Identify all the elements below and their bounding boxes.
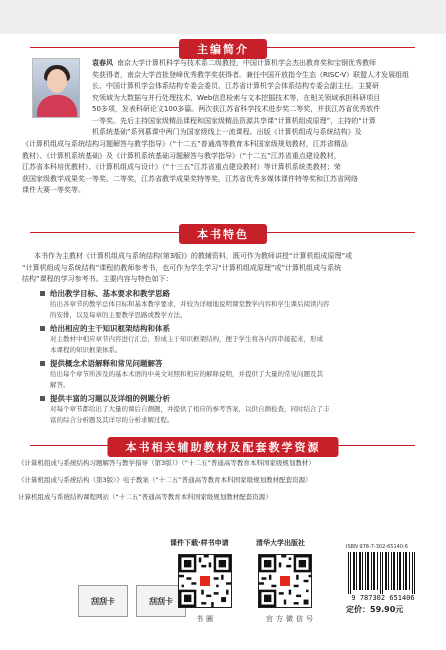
publisher-label: 清华大学出版社 xyxy=(256,539,305,547)
scratch-card-2[interactable]: 刮刮卡 xyxy=(136,585,186,617)
barcode-digits: 9 787302 651406 xyxy=(351,594,415,602)
resource-item: 《计算机组成与系统结构（第3版）》电子教案（“十二五”普通高等教育本科国家级规划教材配套资源） xyxy=(18,476,312,484)
author-photo xyxy=(32,58,80,118)
barcode-icon xyxy=(346,552,420,602)
author-bio-top xyxy=(92,58,422,139)
author-bio-line: 课件大赛一等奖等。 xyxy=(22,186,85,194)
author-bio-line: 机系统基础”系列慕课中两门为国家级线上一流课程。出版《计算机组成与系统结构》及 xyxy=(92,128,362,136)
price-label: 定价：59.90元 xyxy=(346,605,404,614)
bullet-square-icon xyxy=(40,361,45,366)
author-bio-bottom xyxy=(22,139,422,197)
author-bio-line: 教材）、《计算机系统基础》及《计算机系统基础习题解答与教学指导》（“十二五”江苏省重点建设教材， xyxy=(22,151,341,160)
features-banner: 本书特色 xyxy=(179,224,267,244)
book-qr-label: 课件下载·样书申请 xyxy=(170,539,229,547)
author-bio-line: 50多项，发表科研论文100多篇。两次获江苏省科学技术进步奖二等奖，并获江苏省优秀软件 xyxy=(92,105,381,113)
author-bio-line: 袁春风 南京大学计算机科学与技术系二级教授，中国计算机学会杰出教育奖和宝钢优秀教师 xyxy=(92,59,376,67)
author-name: 袁春风 xyxy=(92,59,113,67)
feature-title: 提供概念术语解释和常见问题解答 xyxy=(50,359,163,368)
bullet-square-icon xyxy=(40,291,45,296)
features-intro-line: “计算机组成与系统结构”课程的教师参考书，也可作为学生学习“计算机组成原理”或“计算机组成与系统 xyxy=(22,263,342,272)
feature-item xyxy=(40,323,400,355)
feature-body-line: 对主教材中相应章节内容进行汇总，形成主干知识框架结构，便于学生将各内容串接起来，形成 xyxy=(50,335,323,343)
feature-title: 给出教学目标、基本要求和教学思路 xyxy=(50,289,170,298)
feature-body-line: 给出每个章节所涉及的基本术语的中英文对照和相应的解释说明，并提供了大量的常见问题及其 xyxy=(50,370,323,378)
feature-body-line: 富的综合分析题及其详尽的分析求解过程。 xyxy=(50,415,174,424)
editor-intro-banner: 主编简介 xyxy=(179,39,267,59)
feature-body-line: 本课程的知识框架体系。 xyxy=(50,345,122,354)
feature-item xyxy=(40,393,400,425)
feature-title: 给出相应的主干知识框架结构和体系 xyxy=(50,324,170,333)
author-bio-line: 一等奖。先后主持国家级精品课程和国家级精品资源共享课“计算机组成原理”，主持的“计算 xyxy=(92,116,376,125)
feature-item xyxy=(40,288,400,320)
feature-body-line: 对每个章节都给出了大量的课后自测题，并提供了相应的参考答案，以供自测检查，同时结合了丰 xyxy=(50,405,330,413)
author-bio-line: 获国家级教学成果奖一等奖、二等奖，江苏省教学成果奖特等奖，江苏省优秀多媒体课件特等奖和江苏省网络 xyxy=(22,174,358,183)
resource-item: 《计算机组成与系统结构习题解答与教学指导（第3版）》（“十二五”普通高等教育本科国家级规划教材） xyxy=(18,459,315,467)
book-qr-caption: 书圈 xyxy=(196,615,216,623)
isbn-text: ISBN 978-7-302-65140-6 xyxy=(346,544,408,550)
feature-body-line: 的安排，以及每章的主要教学思路或教学方法。 xyxy=(50,310,187,319)
author-bio-line: 江苏省本科培优教材）、《计算机组成与设计》（“十三五”江苏省重点建设教材）等计算机系统类教材；荣 xyxy=(22,163,341,171)
features-intro-line: 本书作为主教材《计算机组成与系统结构(第3版)》的教辅资料，既可作为教师讲授“计算机组成原理”或 xyxy=(34,252,353,260)
features-intro xyxy=(22,251,422,286)
resources-list xyxy=(18,455,428,506)
scratch-card-1[interactable]: 刮刮卡 xyxy=(78,585,128,617)
feature-body-line: 解答。 xyxy=(50,380,70,389)
features-list xyxy=(40,288,400,428)
resource-item: 计算机组成与系统结构课程网站（“十二五”普通高等教育本科国家级规划教材配套资源） xyxy=(18,493,272,501)
feature-item xyxy=(40,358,400,390)
feature-title: 提供丰富的习题以及详细的例题分析 xyxy=(50,394,170,403)
author-bio-line: 奖获得者，南京大学首批登峰优秀教学奖获得者。兼任中国开放指令生态（RISC-V）联盟人才发展组组 xyxy=(92,70,410,79)
resources-banner: 本书相关辅助教材及配套教学资源 xyxy=(108,437,339,457)
book-circle-qr-code[interactable] xyxy=(178,554,232,608)
bullet-square-icon xyxy=(40,326,45,331)
official-wechat-qr-code[interactable] xyxy=(258,554,312,608)
features-intro-line: 结构”课程的学习参考书。主要内容与特色如下： xyxy=(22,275,173,283)
official-qr-caption: 官方微信号 xyxy=(266,615,316,623)
bullet-square-icon xyxy=(40,396,45,401)
feature-body-line: 给出各章节的教学总体目标和基本教学要求，并较为详细地说明课堂教学内容和学生课后阅读内容 xyxy=(50,300,330,308)
author-face xyxy=(47,69,67,93)
top-gray-strip xyxy=(0,0,446,34)
qr-logo-icon xyxy=(198,574,212,588)
author-bio-line: 究领域为大数据与并行处理技术、Web信息检索与文本挖掘技术等，在相关领域承担科研项目 xyxy=(92,93,381,102)
qr-logo-icon xyxy=(278,574,292,588)
author-bio-line: 长、中国计算机学会体系结构专委会委员、江苏省计算机学会体系结构专委会副主任。主要研 xyxy=(92,82,379,90)
author-bio-line: 《计算机组成与系统结构习题解答与教学指导》（“十二五”普通高等教育本科国家级规划教材，江苏省精品 xyxy=(22,140,348,148)
author-body xyxy=(37,95,77,118)
isbn-block xyxy=(346,544,420,615)
